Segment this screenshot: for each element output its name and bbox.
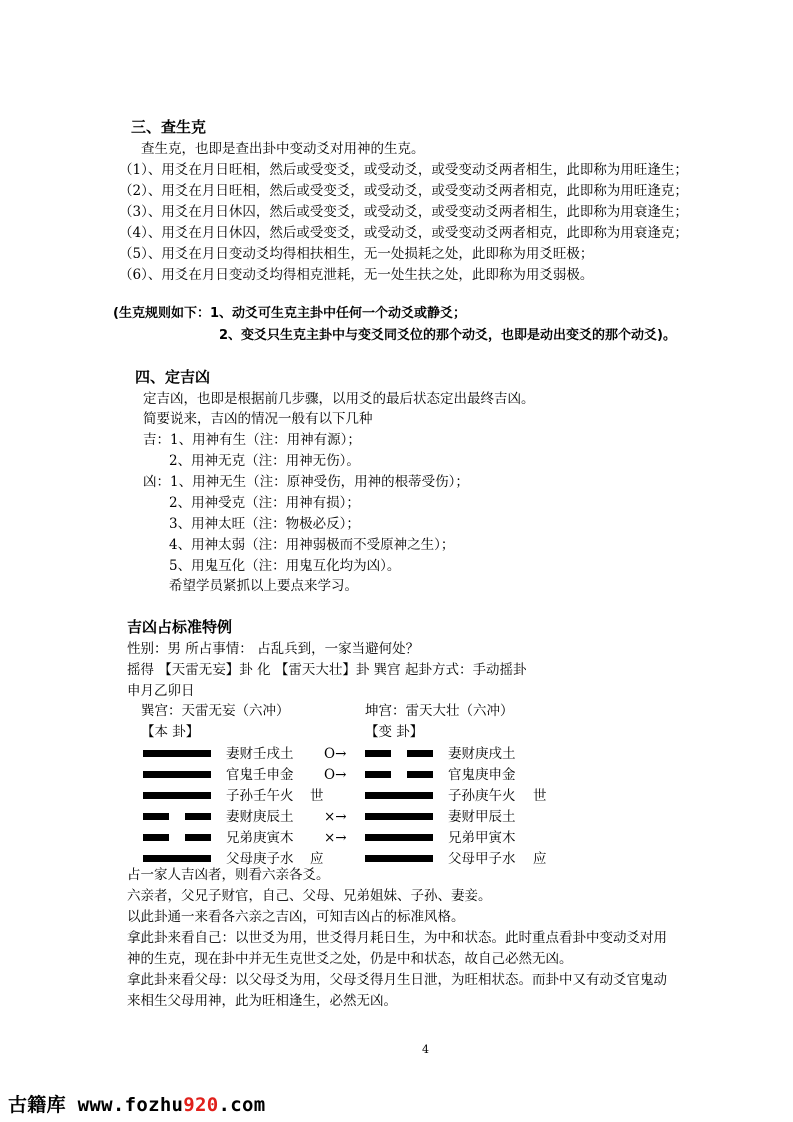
main-yao-label: 父母庚子水 (226, 851, 294, 867)
section4-heading: 四、定吉凶 (135, 368, 211, 386)
changed-yao-label: 兄弟甲寅木 (448, 830, 516, 846)
section3-item: （3）、用爻在月日休囚，然后或受变爻，或受动爻，或受变动爻两者相生，此即称为用衰逢生； (119, 204, 688, 220)
yin-line-bar (407, 750, 433, 757)
yin-line-bar (365, 750, 391, 757)
changed-yao-label: 子孙庚午火 (448, 788, 516, 804)
moving-yao-marker: ×→ (324, 830, 347, 846)
main-yao-line (143, 834, 211, 841)
yin-line-bar (407, 771, 433, 778)
watermark-name: 古籍库 (8, 1094, 66, 1116)
bad-item: 5、用鬼互化（注：用鬼互化均为凶）。 (169, 558, 401, 574)
example-paragraph: 来相生父母用神，此为旺相逢生，必然无凶。 (127, 993, 397, 1009)
example-paragraph: 六亲者，父兄子财官，自己、父母、兄弟姐妹、子孙、妻妾。 (127, 888, 492, 904)
left-palace: 巽宫：天雷无妄（六冲） (141, 703, 290, 719)
changed-yao-line (365, 771, 433, 778)
main-yao-label: 妻财壬戌土 (226, 746, 294, 762)
yang-line-bar (143, 750, 211, 757)
world-response-marker: 世 (533, 788, 547, 804)
good-item: 2、用神无克（注：用神无伤）。 (169, 453, 360, 469)
rule-line-2: 2、变爻只生克主卦中与变爻同爻位的那个动爻，也即是动出变爻的那个动爻)。 (219, 328, 676, 343)
changed-yao-line (365, 855, 433, 862)
watermark-url: www.fozhu (65, 1094, 184, 1116)
section3-heading: 三、查生克 (131, 118, 207, 136)
section3-item: （4）、用爻在月日休囚，然后或受变爻，或受动爻，或受变动爻两者相克，此即称为用衰逢克； (119, 225, 688, 241)
bad-item: 2、用神受克（注：用神有损）； (169, 495, 360, 511)
section4-intro: 定吉凶，也即是根据前几步骤，以用爻的最后状态定出最终吉凶。 (143, 391, 535, 407)
main-yao-label: 兄弟庚寅木 (226, 830, 294, 846)
yang-line-bar (365, 813, 433, 820)
bad-item: 4、用神太弱（注：用神弱极而不受原神之生）； (169, 537, 455, 553)
example-date: 申月乙卯日 (127, 683, 195, 699)
section3-item: （1）、用爻在月日旺相，然后或受变爻，或受动爻，或受变动爻两者相生，此即称为用旺逢生； (119, 162, 688, 178)
yang-line-bar (143, 771, 211, 778)
changed-yao-label: 官鬼庚申金 (448, 767, 516, 783)
watermark-digits: 920 (183, 1094, 219, 1116)
main-yao-line (143, 771, 211, 778)
world-response-marker: 应 (310, 851, 324, 867)
main-yao-line (143, 750, 211, 757)
example-paragraph: 拿此卦来看父母：以父母爻为用，父母爻得月生日泄，为旺相状态。而卦中又有动爻官鬼动 (127, 972, 667, 988)
yang-line-bar (365, 792, 433, 799)
yin-line-bar (143, 813, 169, 820)
changed-yao-label: 父母甲子水 (448, 851, 516, 867)
main-yao-line (143, 792, 211, 799)
bad-item: 凶：1、用神无生（注：原神受伤，用神的根蒂受伤）； (143, 474, 469, 490)
main-yao-line (143, 813, 211, 820)
main-yao-line (143, 855, 211, 862)
changed-yao-line (365, 792, 433, 799)
main-hexagram-tag: 【本 卦】 (141, 724, 200, 740)
world-response-marker: 世 (310, 788, 324, 804)
section3-item: （6）、用爻在月日变动爻均得相克泄耗，无一处生扶之处，此即称为用爻弱极。 (119, 267, 594, 283)
yang-line-bar (365, 855, 433, 862)
yang-line-bar (365, 834, 433, 841)
yang-line-bar (143, 792, 211, 799)
section4-intro: 简要说来，吉凶的情况一般有以下几种 (143, 411, 373, 427)
changed-yao-line (365, 834, 433, 841)
main-yao-label: 官鬼壬申金 (226, 767, 294, 783)
yin-line-bar (365, 771, 391, 778)
good-item: 吉：1、用神有生（注：用神有源）； (143, 432, 361, 448)
main-yao-label: 妻财庚辰土 (226, 809, 294, 825)
example-paragraph: 占一家人吉凶者，则看六亲各爻。 (127, 867, 330, 883)
yin-line-bar (185, 834, 211, 841)
watermark-suffix: .com (218, 1094, 266, 1116)
yin-line-bar (185, 813, 211, 820)
example-paragraph: 以此卦通一来看各六亲之吉凶，可知吉凶占的标准风格。 (127, 909, 465, 925)
main-yao-label: 子孙壬午火 (226, 788, 294, 804)
changed-yao-line (365, 813, 433, 820)
moving-yao-marker: O→ (324, 746, 347, 762)
changed-hexagram-tag: 【变 卦】 (365, 724, 424, 740)
example-paragraph: 神的生克，现在卦中并无生克世爻之处，仍是中和状态，故自己必然无凶。 (127, 951, 573, 967)
yang-line-bar (143, 855, 211, 862)
example-paragraph: 拿此卦来看自己：以世爻为用，世爻得月耗日生，为中和状态。此时重点看卦中变动爻对用 (127, 930, 667, 946)
watermark (8, 1090, 265, 1117)
moving-yao-marker: ×→ (324, 809, 347, 825)
changed-yao-line (365, 750, 433, 757)
section3-item: （2）、用爻在月日旺相，然后或受变爻，或受动爻，或受变动爻两者相克，此即称为用旺逢克； (119, 183, 688, 199)
rule-line-1: (生克规则如下：1、动爻可生克主卦中任何一个动爻或静爻； (113, 306, 466, 321)
section3-intro: 查生克，也即是查出卦中变动爻对用神的生克。 (141, 141, 425, 157)
changed-yao-label: 妻财庚戌土 (448, 746, 516, 762)
right-palace: 坤宫：雷天大壮（六冲） (365, 703, 514, 719)
section3-item: （5）、用爻在月日变动爻均得相扶相生，无一处损耗之处，此即称为用爻旺极； (119, 246, 594, 262)
example-shake: 摇得 【天雷无妄】卦 化 【雷天大壮】卦 巽宫 起卦方式：手动摇卦 (127, 662, 527, 678)
page-number: 4 (422, 1043, 429, 1056)
world-response-marker: 应 (533, 851, 547, 867)
closing-note: 希望学员紧抓以上要点来学习。 (169, 578, 358, 594)
yin-line-bar (143, 834, 169, 841)
changed-yao-label: 妻财甲辰土 (448, 809, 516, 825)
bad-item: 3、用神太旺（注：物极必反）； (169, 516, 360, 532)
moving-yao-marker: O→ (324, 767, 347, 783)
example-heading: 吉凶占标准特例 (127, 618, 233, 636)
example-info: 性别：男 所占事情： 占乱兵到，一家当避何处？ (127, 641, 420, 657)
